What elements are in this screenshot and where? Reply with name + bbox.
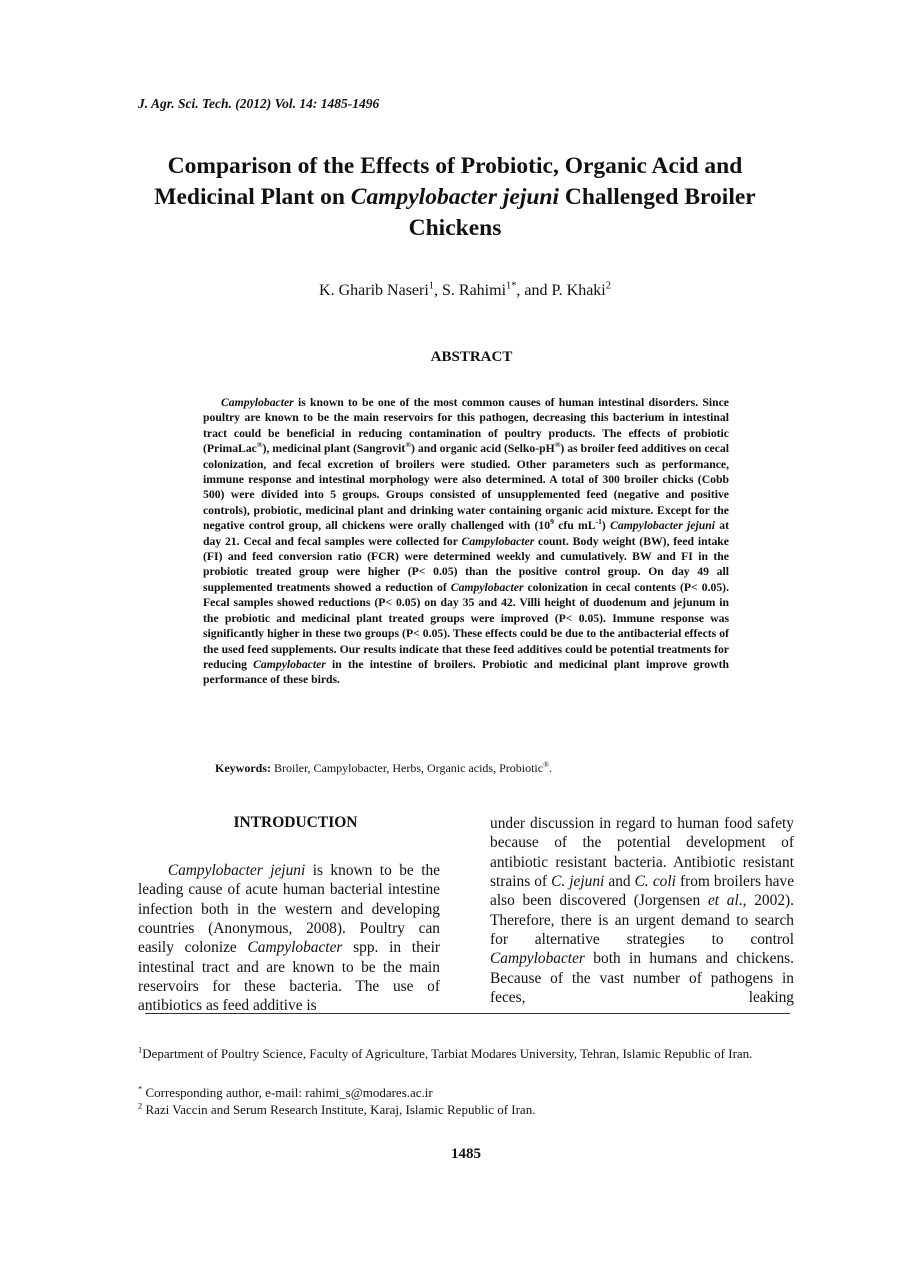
- footnote-affiliation-1: $^1$Department of Poultry Science, Faculty of Agriculture, Tarbiat Modares University, Tehran, Islamic Republic of Iran.: [138, 1044, 753, 1061]
- author-1: K. Gharib Naseri$^1$,: [319, 280, 442, 299]
- footnote-divider: [145, 1013, 790, 1014]
- title-text-1: Comparison of the Effects of Probiotic, Organic Acid and Medicinal Plant on: [154, 153, 743, 210]
- paper-title: [130, 151, 780, 244]
- journal-citation: J. Agr. Sci. Tech. (2012) Vol. 14: 1485-1496: [138, 96, 380, 111]
- abstract-heading: ABSTRACT: [430, 349, 513, 365]
- intro-column-left: Campylobacter jejuni is known to be the leading cause of acute human bacterial intestine infection both in the western and developing countries (Anonymous, 2008). Poultry can easily colonize Campylobacter spp. in their intestinal tract and are known to be the main reservoirs for these bacteria. The use of antibiotics as feed additive is: [138, 862, 441, 1015]
- title-text-2: Challenged Broiler Chickens: [408, 184, 756, 241]
- keywords-label: Keywords:: [215, 761, 271, 775]
- intro-column-right: under discussion in regard to human food safety because of the potential development of antibiotic resistant bacteria. Antibiotic resistant strains of C. jejuni and C. coli from broilers have also been discovered (Jorgensen et al., 2002). Therefore, there is an urgent demand to search for alternative strategies to control Campylobacter both in humans and chickens. Because of the vast number of pathogens in feces, leaking: [490, 815, 795, 1007]
- author-3: P. Khaki$^2$: [551, 280, 611, 299]
- author-2: S. Rahimi$^{1*}$, and: [442, 280, 552, 299]
- keywords: Keywords: Broiler, Campylobacter, Herbs, Organic acids, Probiotic®.: [215, 760, 553, 775]
- title-italic-species: Campylobacter jejuni: [350, 184, 560, 210]
- footnote-affiliation-2: $^2$ Razi Vaccin and Serum Research Institute, Karaj, Islamic Republic of Iran.: [138, 1100, 536, 1117]
- page-number: 1485: [451, 1146, 481, 1162]
- introduction-heading: INTRODUCTION: [233, 814, 358, 831]
- author-list: [0, 282, 906, 300]
- abstract-body: Campylobacter is known to be one of the most common causes of human intestinal disorders. Since poultry are known to be the main reservoirs for this pathogen, decreasing this bacterium in intestinal tract could be beneficial in reducing contamination of poultry products. The effects of probiotic (PrimaLac®), medicinal plant (Sangrovit®) and organic acid (Selko-pH®) as broiler feed additives on cecal colonization, and fecal excretion of broilers were studied. Other parameters such as performance, immune response and intestinal morphology were also determined. A total of 300 broiler chicks (Cobb 500) were divided into 5 groups. Groups consisted of unsupplemented feed (negative and positive controls), probiotic, medicinal plant and drinking water containing organic acid mixture. Except for the negative control group, all chickens were orally challenged with ($10^9$ cfu $mL^{-1}$) Campylobacter jejuni at day 21. Cecal and fecal samples were collected for Campylobacter count. Body weight (BW), feed intake (FI) and feed conversion ratio (FCR) were determined weekly and cumulatively. BW and FI in the probiotic treated group were higher (P< 0.05) than the positive control group. On day 49 all supplemented treatments showed a reduction of Campylobacter colonization in cecal contents (P< 0.05). Fecal samples showed reductions (P< 0.05) on day 35 and 42. Villi height of duodenum and jejunum in the probiotic and medicinal plant treated groups were improved (P< 0.05). Immune response was significantly higher in these two groups (P< 0.05). These effects could be due to the antibacterial effects of the used feed supplements. Our results indicate that these feed additives could be potential treatments for reducing Campylobacter in the intestine of broilers. Probiotic and medicinal plant improve growth performance of these birds.: [203, 396, 729, 687]
- footnote-corresponding-author: * Corresponding author, e-mail: rahimi_s@modares.ac.ir: [138, 1083, 433, 1100]
